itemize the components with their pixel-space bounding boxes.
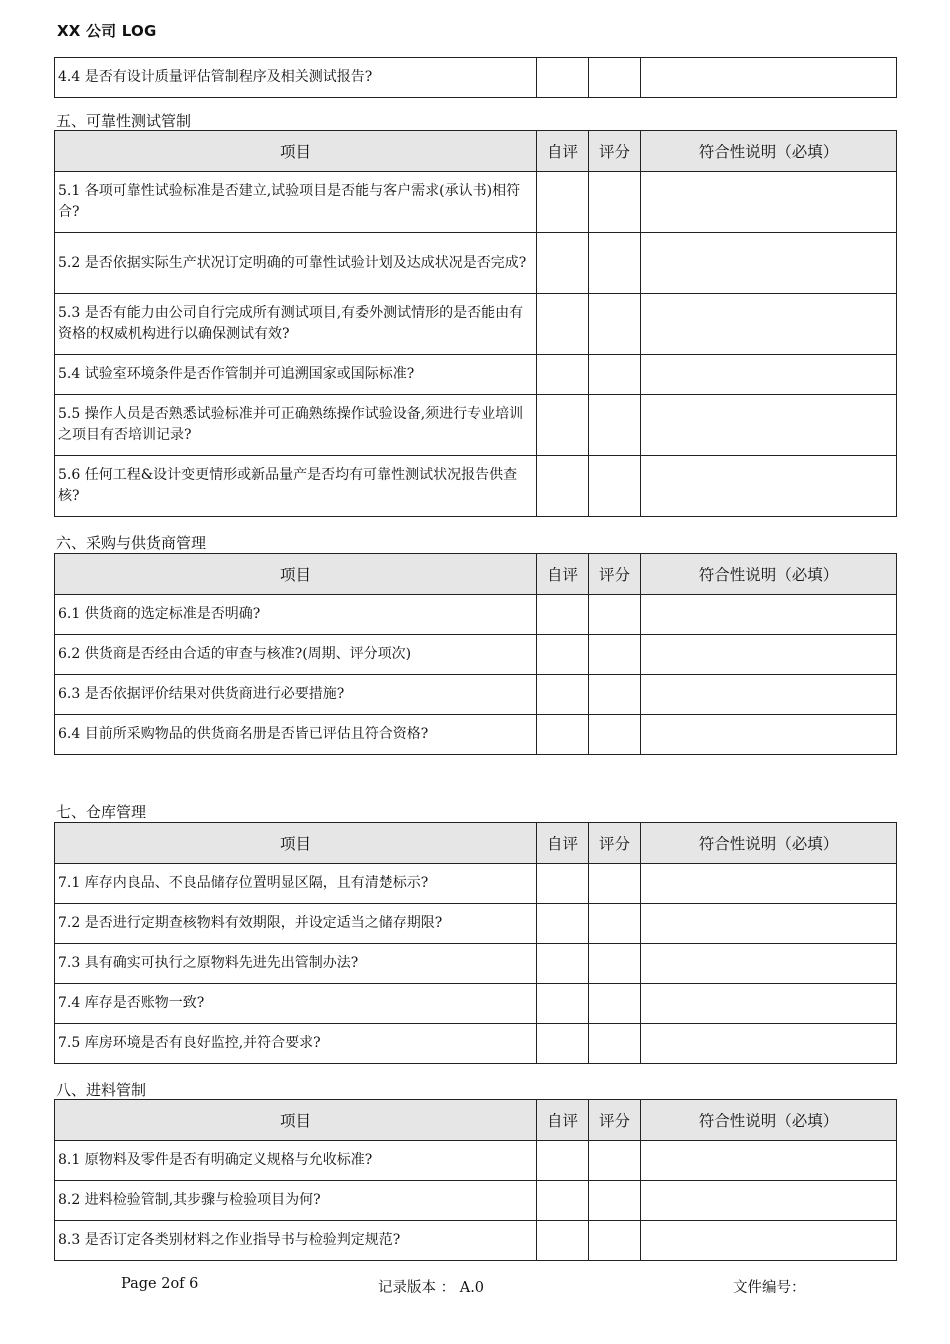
col-header-score: 评分 [589, 1100, 641, 1141]
item-text: 5.3 是否有能力由公司自行完成所有测试项目,有委外测试情形的是否能由有资格的权威机构进行以确保测试有效? [55, 294, 537, 355]
item-text: 7.2 是否进行定期查核物料有效期限，并设定适当之储存期限? [55, 904, 537, 944]
self-eval-cell[interactable] [537, 294, 589, 355]
item-text: 5.5 操作人员是否熟悉试验标准并可正确熟练操作试验设备,须进行专业培训之项目有否培训记录? [55, 395, 537, 456]
self-eval-cell[interactable] [537, 944, 589, 984]
section-6-title: 六、采购与供货商管理 [56, 534, 207, 552]
item-text: 5.4 试验室环境条件是否作管制并可追溯国家或国际标准? [55, 355, 537, 395]
table-row [55, 1221, 897, 1261]
self-eval-cell[interactable] [537, 984, 589, 1024]
score-cell[interactable] [589, 355, 641, 395]
compliance-note-cell[interactable] [641, 1181, 897, 1221]
table-section-7 [54, 822, 897, 1064]
col-header-note: 符合性说明（必填） [641, 1100, 897, 1141]
col-header-note: 符合性说明（必填） [641, 554, 897, 595]
item-text: 5.1 各项可靠性试验标准是否建立,试验项目是否能与客户需求(承认书)相符合? [55, 172, 537, 233]
table-row [55, 675, 897, 715]
footer-record-version: 记录版本 ： A.0 [378, 1280, 485, 1296]
self-eval-cell[interactable] [537, 233, 589, 294]
score-cell[interactable] [589, 233, 641, 294]
compliance-note-cell[interactable] [641, 984, 897, 1024]
score-cell[interactable] [589, 395, 641, 456]
item-text: 6.2 供货商是否经由合适的审查与核准?(周期、评分项次) [55, 635, 537, 675]
score-cell[interactable] [589, 944, 641, 984]
compliance-note-cell[interactable] [641, 1221, 897, 1261]
compliance-note-cell[interactable] [641, 675, 897, 715]
compliance-note-cell[interactable] [641, 456, 897, 517]
self-eval-cell[interactable] [537, 595, 589, 635]
item-text: 6.4 目前所采购物品的供货商名册是否皆已评估且符合资格? [55, 715, 537, 755]
compliance-note-cell[interactable] [641, 355, 897, 395]
table-section-6 [54, 553, 897, 755]
self-eval-cell[interactable] [537, 864, 589, 904]
table-row [55, 984, 897, 1024]
compliance-note-cell[interactable] [641, 715, 897, 755]
table-row [55, 58, 897, 98]
table-header-row [55, 1100, 897, 1141]
table-row [55, 1141, 897, 1181]
table-row [55, 904, 897, 944]
table-header-row [55, 131, 897, 172]
self-eval-cell[interactable] [537, 58, 589, 98]
score-cell[interactable] [589, 58, 641, 98]
self-eval-cell[interactable] [537, 456, 589, 517]
compliance-note-cell[interactable] [641, 864, 897, 904]
score-cell[interactable] [589, 675, 641, 715]
compliance-note-cell[interactable] [641, 58, 897, 98]
item-text: 6.1 供货商的选定标准是否明确? [55, 595, 537, 635]
score-cell[interactable] [589, 294, 641, 355]
compliance-note-cell[interactable] [641, 904, 897, 944]
col-header-item: 项目 [55, 554, 537, 595]
col-header-self: 自评 [537, 554, 589, 595]
score-cell[interactable] [589, 904, 641, 944]
item-text: 5.2 是否依据实际生产状况订定明确的可靠性试验计划及达成状况是否完成? [55, 233, 537, 294]
table-row [55, 233, 897, 294]
footer-document-number: 文件编号： [733, 1280, 806, 1296]
self-eval-cell[interactable] [537, 355, 589, 395]
compliance-note-cell[interactable] [641, 233, 897, 294]
table-row [55, 395, 897, 456]
item-text: 7.5 库房环境是否有良好监控,并符合要求? [55, 1024, 537, 1064]
score-cell[interactable] [589, 635, 641, 675]
section-8-title: 八、进料管制 [56, 1081, 147, 1099]
table-row [55, 456, 897, 517]
compliance-note-cell[interactable] [641, 1024, 897, 1064]
item-text: 8.3 是否订定各类别材料之作业指导书与检验判定规范? [55, 1221, 537, 1261]
table-header-row [55, 554, 897, 595]
self-eval-cell[interactable] [537, 395, 589, 456]
col-header-score: 评分 [589, 554, 641, 595]
item-text: 5.6 任何工程&设计变更情形或新品量产是否均有可靠性测试状况报告供查核? [55, 456, 537, 517]
table-row [55, 595, 897, 635]
col-header-item: 项目 [55, 1100, 537, 1141]
compliance-note-cell[interactable] [641, 595, 897, 635]
score-cell[interactable] [589, 1221, 641, 1261]
score-cell[interactable] [589, 172, 641, 233]
item-text: 6.3 是否依据评价结果对供货商进行必要措施? [55, 675, 537, 715]
col-header-note: 符合性说明（必填） [641, 823, 897, 864]
item-text: 8.1 原物料及零件是否有明确定义规格与允收标准? [55, 1141, 537, 1181]
col-header-self: 自评 [537, 823, 589, 864]
score-cell[interactable] [589, 864, 641, 904]
table-header-row [55, 823, 897, 864]
item-text: 8.2 进料检验管制,其步骤与检验项目为何? [55, 1181, 537, 1221]
self-eval-cell[interactable] [537, 1024, 589, 1064]
item-text: 7.3 具有确实可执行之原物料先进先出管制办法? [55, 944, 537, 984]
compliance-note-cell[interactable] [641, 172, 897, 233]
table-row [55, 1024, 897, 1064]
self-eval-cell[interactable] [537, 635, 589, 675]
item-text: 7.1 库存内良品、不良品储存位置明显区隔，且有清楚标示? [55, 864, 537, 904]
compliance-note-cell[interactable] [641, 1141, 897, 1181]
table-row [55, 355, 897, 395]
self-eval-cell[interactable] [537, 715, 589, 755]
item-text: 4.4 是否有设计质量评估管制程序及相关测试报告? [55, 58, 537, 98]
score-cell[interactable] [589, 1181, 641, 1221]
compliance-note-cell[interactable] [641, 294, 897, 355]
compliance-note-cell[interactable] [641, 635, 897, 675]
table-row [55, 294, 897, 355]
compliance-note-cell[interactable] [641, 395, 897, 456]
col-header-self: 自评 [537, 1100, 589, 1141]
footer-page-number: Page 2of 6 [121, 1276, 199, 1292]
table-row [55, 864, 897, 904]
self-eval-cell[interactable] [537, 904, 589, 944]
table-section-4 [54, 57, 897, 98]
table-section-5 [54, 130, 897, 517]
table-row [55, 944, 897, 984]
score-cell[interactable] [589, 715, 641, 755]
self-eval-cell[interactable] [537, 1221, 589, 1261]
self-eval-cell[interactable] [537, 172, 589, 233]
compliance-note-cell[interactable] [641, 944, 897, 984]
self-eval-cell[interactable] [537, 1181, 589, 1221]
table-row [55, 715, 897, 755]
score-cell[interactable] [589, 456, 641, 517]
section-7-title: 七、仓库管理 [56, 803, 147, 821]
col-header-item: 项目 [55, 131, 537, 172]
table-section-8 [54, 1099, 897, 1261]
col-header-self: 自评 [537, 131, 589, 172]
item-text: 7.4 库存是否账物一致? [55, 984, 537, 1024]
score-cell[interactable] [589, 1024, 641, 1064]
score-cell[interactable] [589, 984, 641, 1024]
self-eval-cell[interactable] [537, 675, 589, 715]
score-cell[interactable] [589, 595, 641, 635]
col-header-score: 评分 [589, 131, 641, 172]
col-header-note: 符合性说明（必填） [641, 131, 897, 172]
self-eval-cell[interactable] [537, 1141, 589, 1181]
score-cell[interactable] [589, 1141, 641, 1181]
table-row [55, 172, 897, 233]
page-header-title: XX 公司 LOG [57, 22, 157, 40]
section-5-title: 五、可靠性测试管制 [56, 112, 192, 130]
table-row [55, 1181, 897, 1221]
col-header-item: 项目 [55, 823, 537, 864]
table-row [55, 635, 897, 675]
col-header-score: 评分 [589, 823, 641, 864]
